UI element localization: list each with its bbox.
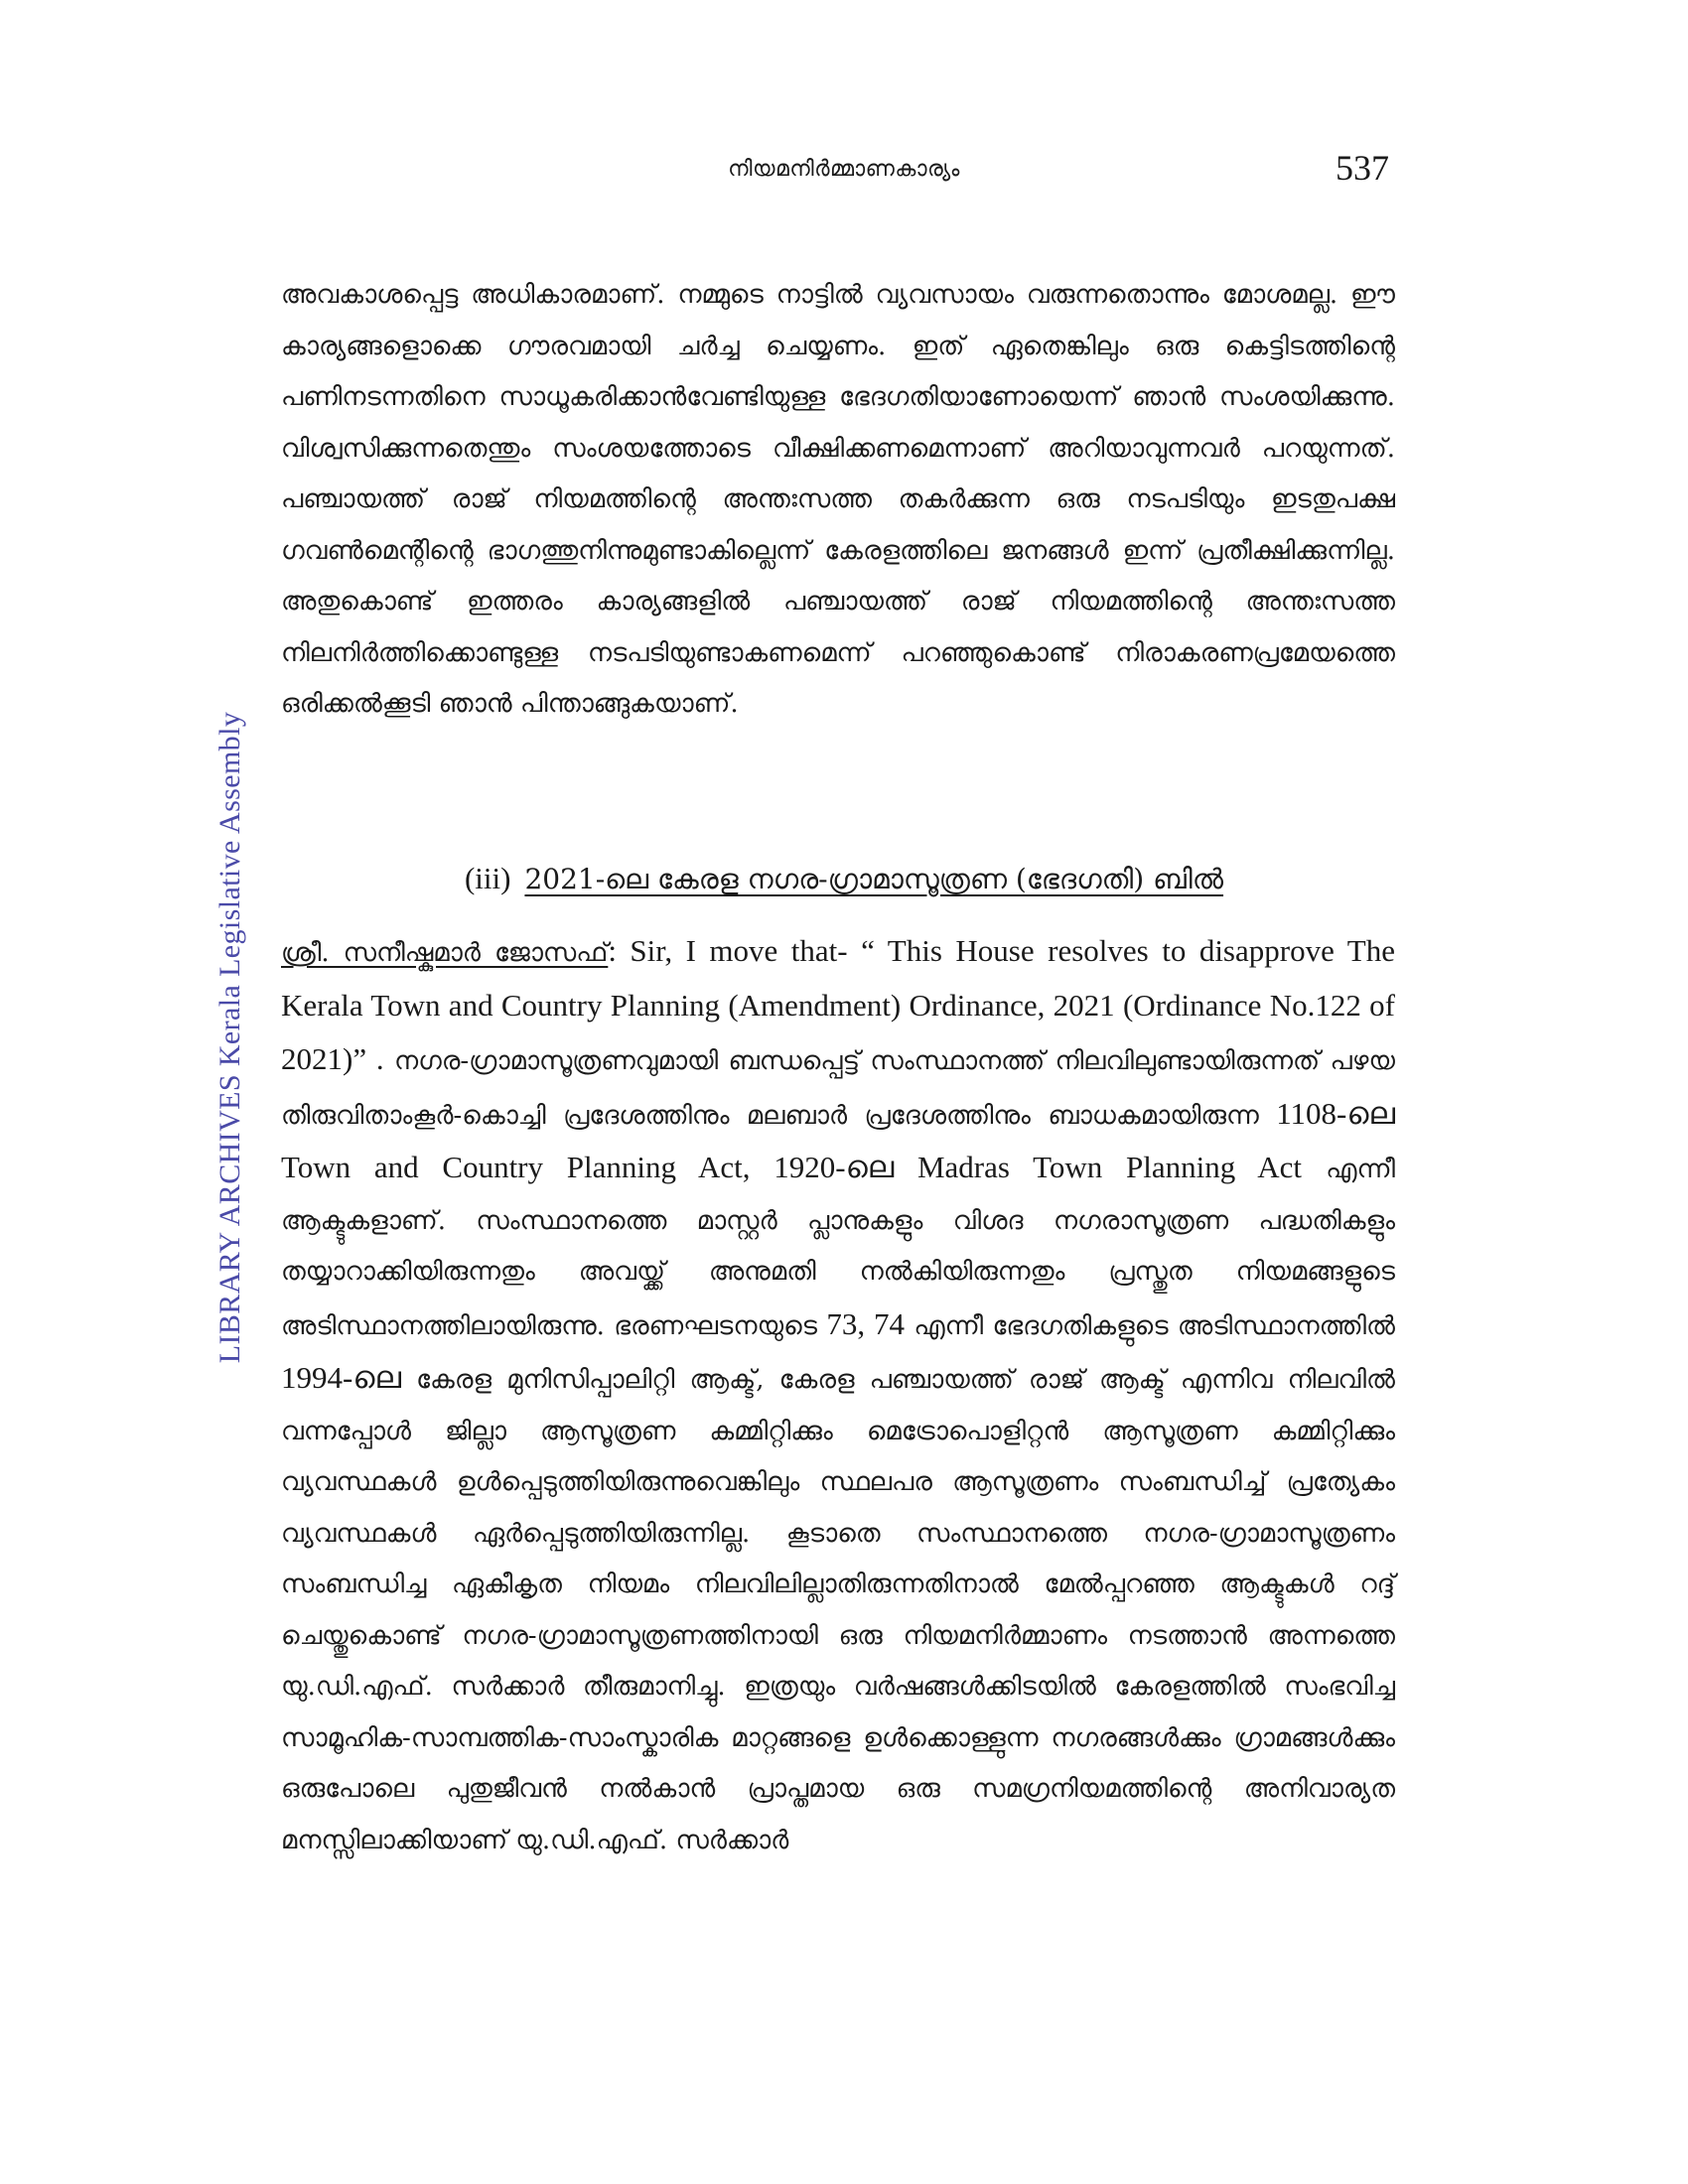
page-number: 537 <box>1336 148 1389 188</box>
speaker-name: ശ്രീ. സനീഷ്കുമാർ ജോസഫ് <box>281 938 609 968</box>
paragraph-2-block <box>281 925 1395 1866</box>
paragraph-1-block <box>281 270 1395 731</box>
body-text-a: നഗര-ഗ്രാമാസൂത്രണവുമായി ബന്ധപ്പെട്ട് സംസ്ഥാനത്ത് നിലവിലുണ്ടായിരുന്നത് പഴയ തിരുവിതാംകൂർ-കൊച്ചി പ്രദേശത്തിനും മലബാർ പ്രദേശത്തിനും ബാധകമായിരുന്ന <box>281 1046 1395 1131</box>
body-text-b: എന്നീ ആക്ടുകളാണ്. സംസ്ഥാനത്തെ മാസ്റ്റർ പ്ലാനുകളും വിശദ നഗരാസൂത്രണ പദ്ധതികളും തയ്യാറാക്കിയിരുന്നതും അവയ്ക്ക് അനുമതി നൽകിയിരുന്നതും പ്രസ്തുത നിയമങ്ങളുടെ അടിസ്ഥാനത്തിലായിരുന്നു. ഭരണഘടനയുടെ <box>281 1155 1395 1341</box>
year-1994: 1994-ലെ <box>281 1360 401 1395</box>
body-text-d: കേരള മുനിസിപ്പാലിറ്റി ആക്ട്, കേരള പഞ്ചായത്ത് രാജ് ആക്ട് എന്നിവ നിലവിൽ വന്നപ്പോൾ ജില്ലാ ആസൂത്രണ കമ്മിറ്റിക്കും മെട്രോപൊളിറ്റൻ ആസൂത്രണ കമ്മിറ്റിക്കും വ്യവസ്ഥകൾ ഉൾപ്പെടുത്തിയിരുന്നുവെങ്കിലും സ്ഥലപര ആസൂത്രണം സംബന്ധിച്ച് പ്രത്യേകം വ്യവസ്ഥകൾ ഏർപ്പെടുത്തിയിരുന്നില്ല. കൂടാതെ സംസ്ഥാനത്തെ നഗര-ഗ്രാമാസൂത്രണം സംബന്ധിച്ച ഏകീകൃത നിയമം നിലവിലില്ലാതിരുന്നതിനാൽ മേൽപ്പറഞ്ഞ ആക്ടുകൾ റദ്ദ് ചെയ്തുകൊണ്ട് നഗര-ഗ്രാമാസൂത്രണത്തിനായി ഒരു നിയമനിർമ്മാണം നടത്താൻ അന്നത്തെ യു.ഡി.എഫ്. സർക്കാർ തീരുമാനിച്ചു. ഇത്രയും വർഷങ്ങൾക്കിടയിൽ കേരളത്തിൽ സംഭവിച്ച സാമൂഹിക-സാമ്പത്തിക-സാംസ്കാരിക മാറ്റങ്ങളെ ഉൾക്കൊള്ളുന്ന നഗരങ്ങൾക്കും ഗ്രാമങ്ങൾക്കും ഒരുപോലെ പുതുജീവൻ നൽകാൻ പ്രാപ്തമായ ഒരു സമഗ്രനിയമത്തിന്റെ അനിവാര്യത മനസ്സിലാക്കിയാണ് യു.ഡി.എഫ്. സർക്കാർ <box>281 1365 1395 1855</box>
act-names: 1108-ലെ Town and Country Planning Act, 1920-ലെ Madras Town Planning Act <box>281 1095 1395 1184</box>
motion-text: : Sir, I move that- “ This House resolves to disapprove The Kerala Town and Country Planning (Amendment) Ordinance, 2021 (Ordinance No.122 of 2021)” . <box>281 933 1395 1076</box>
paragraph-2 <box>281 925 1395 1866</box>
paragraph-1: അവകാശപ്പെട്ട അധികാരമാണ്. നമ്മുടെ നാട്ടിൽ വ്യവസായം വരുന്നതൊന്നും മോശമല്ല. ഈ കാര്യങ്ങളൊക്കെ ഗൗരവമായി ചർച്ച ചെയ്യണം. ഇത് ഏതെങ്കിലും ഒരു കെട്ടിടത്തിന്റെ പണിനടന്നതിനെ സാധൂകരിക്കാൻവേണ്ടിയുള്ള ഭേദഗതിയാണോയെന്ന് ഞാൻ സംശയിക്കുന്നു. വിശ്വസിക്കുന്നതെന്തും സംശയത്തോടെ വീക്ഷിക്കണമെന്നാണ് അറിയാവുന്നവർ പറയുന്നത്. പഞ്ചായത്ത് രാജ് നിയമത്തിന്റെ അന്തഃസത്ത തകർക്കുന്ന ഒരു നടപടിയും ഇടതുപക്ഷ ഗവൺമെന്റിന്റെ ഭാഗത്തുനിന്നുമുണ്ടാകില്ലെന്ന് കേരളത്തിലെ ജനങ്ങൾ ഇന്ന് പ്രതീക്ഷിക്കുന്നില്ല. അതുകൊണ്ട് ഇത്തരം കാര്യങ്ങളിൽ പഞ്ചായത്ത് രാജ് നിയമത്തിന്റെ അന്തഃസത്ത നിലനിർത്തിക്കൊണ്ടുള്ള നടപടിയുണ്ടാകണമെന്ന് പറഞ്ഞുകൊണ്ട് നിരാകരണപ്രമേയത്തെ ഒരിക്കൽക്കൂടി ഞാൻ പിന്താങ്ങുകയാണ്. <box>281 280 1395 719</box>
section-title: 2021-ലെ കേരള നഗര-ഗ്രാമാസൂത്രണ (ഭേദഗതി) ബിൽ <box>524 863 1224 895</box>
section-heading <box>0 856 1688 902</box>
section-number: (iii) <box>464 861 511 895</box>
running-title: നിയമനിർമ്മാണകാര്യം <box>728 157 960 182</box>
body-text-c: എന്നീ ഭേദഗതികളുടെ അടിസ്ഥാനത്തിൽ <box>904 1310 1395 1341</box>
archive-watermark: LIBRARY ARCHIVES Kerala Legislative Assembly <box>213 711 246 1364</box>
amendment-numbers: 73, 74 <box>826 1305 905 1341</box>
